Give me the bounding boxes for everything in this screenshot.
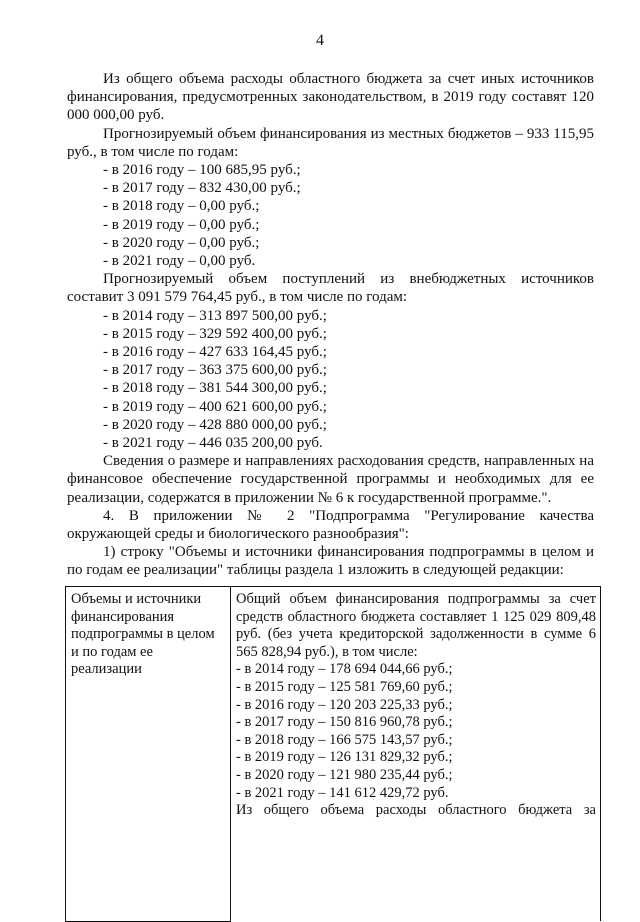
paragraph-extrabudget-intro: Прогнозируемый объем поступлений из внебюджетных источников составит 3 091 579 764,45 руб., в том числе по годам: bbox=[67, 271, 594, 306]
list-item: - в 2014 году – 178 694 044,66 руб.; bbox=[236, 661, 453, 678]
list-item: - в 2021 году – 141 612 429,72 руб. bbox=[236, 784, 449, 801]
list-item: - в 2016 году – 427 633 164,45 руб.; bbox=[103, 344, 327, 361]
list-item: - в 2016 году – 120 203 225,33 руб.; bbox=[236, 696, 453, 713]
list-item: - в 2021 году – 446 035 200,00 руб. bbox=[103, 435, 323, 452]
document-body bbox=[67, 70, 594, 580]
paragraph-item-4: 4. В приложении № 2 "Подпрограмма "Регулирование качества окружающей среды и биологического разнообразия": bbox=[67, 507, 594, 543]
table-cell-value bbox=[231, 587, 601, 922]
list-item: - в 2020 году – 428 880 000,00 руб.; bbox=[103, 416, 327, 433]
list-item: - в 2020 году – 0,00 руб.; bbox=[103, 234, 260, 251]
list-item: - в 2021 году – 0,00 руб. bbox=[103, 253, 256, 270]
extrabudget-year-list bbox=[67, 307, 594, 453]
list-item: - в 2015 году – 125 581 769,60 руб.; bbox=[236, 678, 453, 695]
paragraph-other-sources: Из общего объема расходы областного бюджета за счет иных источников финансирования, предусмотренных законодательством, в 2019 году составят 120 000 000,00 руб. bbox=[67, 71, 594, 124]
paragraph-info-expenses: Сведения о размере и направлениях расходования средств, направленных на финансовое обеспечение государственной программы и необходимых для ее реализации, содержатся в приложении № 6 к государственной программе.". bbox=[67, 453, 594, 506]
list-item: - в 2019 году – 400 621 600,00 руб.; bbox=[103, 398, 327, 415]
list-item: - в 2017 году – 363 375 600,00 руб.; bbox=[103, 362, 327, 379]
subprogram-financing-table bbox=[65, 586, 601, 922]
right-cell-tail: Из общего объема расходы областного бюджета за bbox=[236, 802, 596, 819]
list-item: - в 2020 году – 121 980 235,44 руб.; bbox=[236, 766, 453, 783]
list-item: - в 2014 году – 313 897 500,00 руб.; bbox=[103, 307, 327, 324]
list-item: - в 2018 году – 166 575 143,57 руб.; bbox=[236, 731, 453, 748]
list-item: - в 2019 году – 126 131 829,32 руб.; bbox=[236, 749, 453, 766]
list-item: - в 2019 году – 0,00 руб.; bbox=[103, 216, 260, 233]
right-cell-intro: Общий объем финансирования подпрограммы за счет средств областного бюджета составляет 1 125 029 809,48 руб. (без учета кредиторской задолженности в сумме 6 565 828,94 руб.), в том числе: bbox=[236, 591, 596, 660]
left-cell-text: Объемы и источники финансирования подпрограммы в целом и по годам ее реализации bbox=[71, 591, 215, 678]
list-item: - в 2018 году – 0,00 руб.; bbox=[103, 198, 260, 215]
paragraph-local-budgets-intro: Прогнозируемый объем финансирования из местных бюджетов – 933 115,95 руб., в том числе по годам: bbox=[67, 125, 594, 160]
list-item: - в 2016 году – 100 685,95 руб.; bbox=[103, 162, 301, 179]
list-item: - в 2017 году – 832 430,00 руб.; bbox=[103, 180, 301, 197]
page-number: 4 bbox=[316, 32, 324, 49]
paragraph-item-4-1: 1) строку "Объемы и источники финансирования подпрограммы в целом и по годам ее реализации" таблицы раздела 1 изложить в следующей редакции: bbox=[67, 544, 594, 579]
list-item: - в 2017 году – 150 816 960,78 руб.; bbox=[236, 714, 453, 731]
list-item: - в 2015 году – 329 592 400,00 руб.; bbox=[103, 325, 327, 342]
list-item: - в 2018 году – 381 544 300,00 руб.; bbox=[103, 380, 327, 397]
table-row bbox=[66, 587, 601, 922]
table-cell-label bbox=[66, 587, 231, 922]
local-budgets-year-list bbox=[67, 161, 594, 270]
